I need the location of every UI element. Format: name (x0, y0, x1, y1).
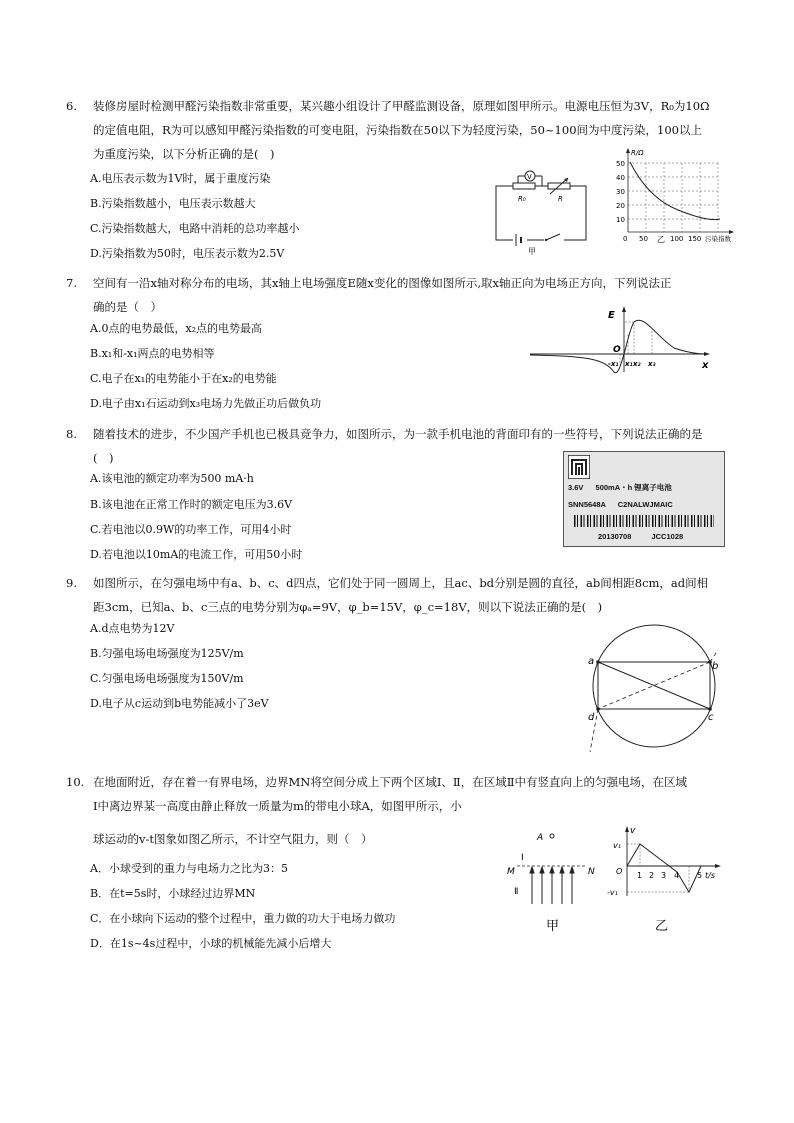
v-axis-label: v (630, 826, 636, 836)
velocity-line (627, 844, 701, 892)
ball-icon (550, 834, 554, 838)
stem-line: ( ) (93, 451, 114, 465)
circuit-figure (488, 166, 598, 256)
t-tick: 5 (697, 871, 703, 880)
r-label: R (558, 195, 563, 203)
t-tick: 3 (661, 871, 667, 880)
stem-line: 球运动的v-t图象如图乙所示，不计空气阻力，则（ ） (93, 832, 373, 846)
resistor-r0 (513, 183, 535, 189)
barcode-icon (574, 515, 714, 527)
x3-label: x₃ (648, 360, 656, 368)
option-a: A．小球受到的重力与电场力之比为3：5 (90, 862, 288, 875)
resistance-curve (630, 162, 720, 220)
option-b: B.该电池在正常工作时的额定电压为3.6V (90, 498, 293, 511)
x-tick: 100 (670, 235, 684, 243)
figure-caption: 乙 (657, 235, 665, 244)
t-tick: 4 (674, 871, 680, 880)
y-tick: 10 (616, 216, 625, 224)
option-a: A.该电池的额定功率为500 mA·h (90, 472, 254, 485)
option-c: C.若电池以0.9W的功率工作，可用4小时 (90, 523, 292, 536)
v1-label: v₁ (613, 841, 621, 850)
electric-field-graph (524, 304, 714, 376)
stem-line: 如图所示，在匀强电场中有a、b、c、d四点，它们处于同一圆周上，且ac、bd分别是圆的直径，ab间相距8cm，ad间相 (93, 576, 709, 590)
x-tick: 50 (639, 235, 648, 243)
point-d-label: d (588, 712, 595, 723)
question-stem (93, 571, 733, 619)
brand-logo-icon (568, 455, 590, 479)
option-b: B.匀强电场电场强度为125V/m (90, 647, 244, 660)
neg-v1-label: -v₁ (607, 888, 618, 897)
option-c: C.电子在x₁的电势能小于在x₂的电势能 (90, 372, 277, 385)
battery-capacity: 500mA・h 锂离子电池 (595, 483, 672, 492)
option-b: B.污染指数越小，电压表示数越大 (90, 197, 256, 210)
boundary-n-label: N (588, 867, 595, 877)
battery-voltage: 3.6V (568, 483, 584, 492)
y-tick: 20 (616, 202, 625, 210)
x1-label: x₁ (625, 360, 633, 368)
y-tick: 30 (616, 188, 625, 196)
t-axis-label: t/s (705, 871, 715, 880)
y-axis-label: R/Ω (631, 149, 644, 157)
x-axis-label: 污染指数 (705, 235, 731, 243)
option-b: B.x₁和-x₁两点的电势相等 (90, 347, 215, 360)
stem-line: 在地面附近，存在着一有界电场，边界MN将空间分成上下两个区域Ⅰ、Ⅱ，在区域Ⅱ中有竖直向上的匀强电场，在区域 (93, 775, 688, 789)
option-a: A.0点的电势最低，x₂点的电势最高 (90, 322, 263, 335)
stem-line: 的定值电阻，R为可以感知甲醛污染指数的可变电阻，污染指数在50以下为轻度污染，50~100间为中度污染，100以上 (93, 123, 702, 137)
question-number: 9. (66, 576, 77, 590)
y-tick: 50 (616, 160, 625, 168)
point-b-label: b (712, 661, 719, 672)
figure-caption: 甲 (546, 919, 560, 934)
option-c: C．在小球向下运动的整个过程中，重力做的功大于电场力做功 (90, 912, 396, 925)
stem-line: 随着技术的进步，不少国产手机也已极具竞争力，如图所示，为一款手机电池的背面印有的一些符号，下列说法正确的是 (93, 427, 703, 441)
stem-line: Ⅰ中离边界某一高度由静止释放一质量为m的带电小球A，如图甲所示，小 (93, 799, 462, 813)
stem-line: 空间有一沿x轴对称分布的电场，其x轴上电场强度E随x变化的图像如图所示,取x轴正向为电场正方向，下列说法正 (93, 276, 672, 290)
point-a-label: a (588, 656, 595, 667)
point-c-label: c (708, 712, 714, 723)
field-region-figure (504, 822, 604, 934)
stem-line: 为重度污染，以下分析正确的是( ) (93, 147, 275, 161)
t-tick: 2 (649, 871, 655, 880)
option-d: D.电子从c运动到b电势能减小了3eV (90, 697, 269, 710)
option-d: D．在1s~4s过程中，小球的机械能先减小后增大 (90, 937, 332, 950)
question-number: 7. (66, 276, 77, 290)
region-1-label: Ⅰ (521, 853, 524, 863)
battery-label (563, 451, 725, 547)
question-stem (93, 770, 733, 818)
question-number: 6. (66, 99, 77, 113)
t-tick: 1 (637, 871, 643, 880)
origin-label: O (613, 345, 621, 355)
figure-caption: 乙 (655, 919, 669, 934)
x2-label: x₂ (633, 360, 641, 368)
boundary-m-label: M (507, 867, 515, 877)
x-axis-label: x (702, 360, 709, 371)
stem-line: 装修房屋时检测甲醛污染指数非常重要，某兴趣小组设计了甲醛监测设备，原理如图甲所示。电源电压恒为3V，R₀为10Ω (93, 99, 710, 113)
x-tick: 150 (688, 235, 702, 243)
model-code: SNN5648A (568, 500, 606, 509)
neg-x1-label: -x₁ (608, 360, 619, 368)
circle-figure (584, 620, 724, 760)
option-c: C.匀强电场电场强度为150V/m (90, 672, 244, 685)
stem-line: 距3cm，已知a、b、c三点的电势分别为φₐ=9V，φ_b=15V，φ_c=18V，则以下说法正确的是( ) (93, 600, 603, 614)
voltmeter-label: V (527, 173, 532, 181)
option-a: A.电压表示数为1V时，属于重度污染 (90, 172, 271, 185)
manufacture-date: 20130708 (598, 532, 632, 541)
y-tick: 40 (616, 174, 625, 182)
velocity-time-graph (605, 822, 730, 934)
batch-code: JCC1028 (651, 532, 684, 541)
question-number: 10. (66, 775, 85, 789)
option-a: A.d点电势为12V (90, 622, 175, 635)
region-2-label: Ⅱ (514, 887, 519, 897)
option-b: B．在t=5s时，小球经过边界MN (90, 887, 256, 900)
origin-label: O (616, 867, 623, 876)
figure-caption: 甲 (528, 247, 536, 256)
option-d: D.若电池以10mA的电流工作，可用50小时 (90, 548, 303, 561)
e-axis-label: E (608, 310, 615, 321)
option-d: D.污染指数为50时，电压表示数为2.5V (90, 247, 285, 260)
stem-line: 确的是（ ） (93, 300, 162, 314)
x-tick: 0 (623, 235, 628, 243)
question-number: 8. (66, 427, 77, 441)
serial-code: C2NALWJMAIC (617, 500, 673, 509)
option-d: D.电子由x₁石运动到x₃电场力先做正功后做负功 (90, 397, 322, 410)
r0-label: R₀ (518, 195, 526, 203)
ball-a-label: A (537, 833, 544, 843)
option-c: C.污染指数越大，电路中消耗的总功率越小 (90, 222, 300, 235)
resistance-graph (608, 146, 738, 246)
